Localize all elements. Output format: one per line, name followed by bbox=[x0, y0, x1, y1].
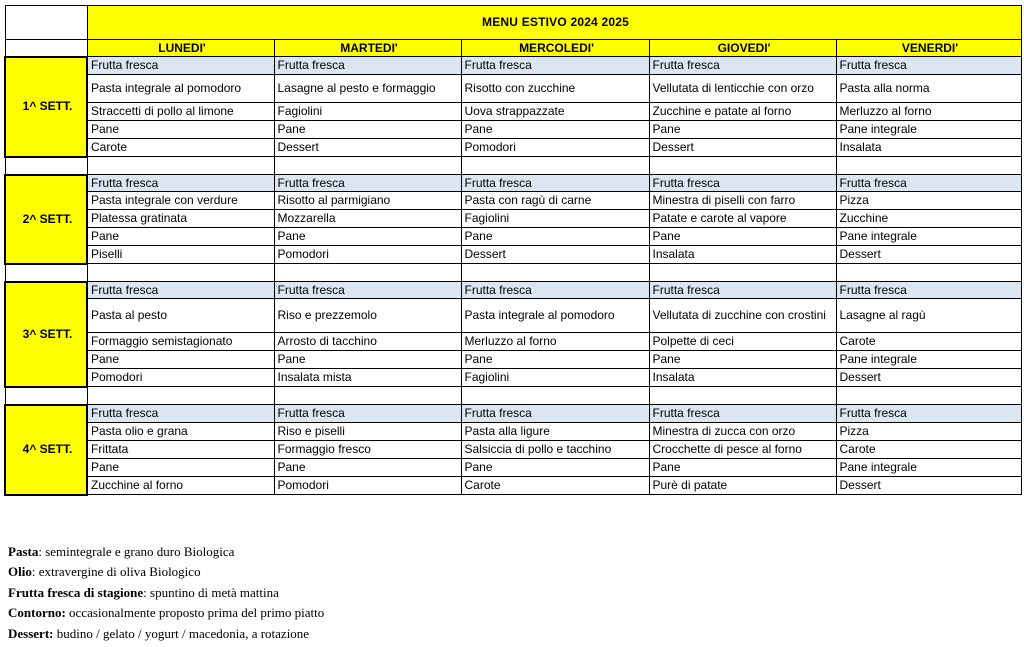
menu-cell: Pane bbox=[461, 459, 649, 477]
menu-cell: Carote bbox=[836, 441, 1021, 459]
table-row bbox=[5, 423, 1021, 441]
table-row bbox=[5, 228, 1021, 246]
menu-cell: Merluzzo al forno bbox=[836, 103, 1021, 121]
table-row bbox=[5, 121, 1021, 139]
menu-cell: Carote bbox=[836, 333, 1021, 351]
spacer-cell bbox=[5, 264, 87, 282]
menu-cell: Pane bbox=[649, 121, 836, 139]
menu-cell: Pasta con ragù di carne bbox=[461, 192, 649, 210]
fruit-cell: Frutta fresca bbox=[274, 282, 461, 299]
menu-cell: Pizza bbox=[836, 192, 1021, 210]
menu-cell: Pane bbox=[87, 459, 274, 477]
legend-text: : spuntino di metà mattina bbox=[143, 584, 279, 600]
menu-cell: Pane bbox=[87, 121, 274, 139]
menu-cell: Pasta olio e grana bbox=[87, 423, 274, 441]
spacer-cell bbox=[649, 264, 836, 282]
week-label: 3^ SETT. bbox=[5, 282, 87, 387]
fruit-cell: Frutta fresca bbox=[87, 405, 274, 423]
day-header-mercoledi: MERCOLEDI' bbox=[461, 40, 649, 57]
menu-cell: Pane integrale bbox=[836, 459, 1021, 477]
legend-term: Pasta bbox=[8, 544, 39, 559]
legend bbox=[8, 542, 324, 644]
week-label: 2^ SETT. bbox=[5, 175, 87, 264]
table-row bbox=[5, 369, 1021, 387]
menu-cell: Pane bbox=[461, 121, 649, 139]
menu-cell: Lasagne al pesto e formaggio bbox=[274, 75, 461, 103]
corner-cell bbox=[5, 40, 87, 57]
spacer-cell bbox=[649, 387, 836, 405]
spacer-cell bbox=[461, 157, 649, 175]
day-header-giovedi: GIOVEDI' bbox=[649, 40, 836, 57]
table-row bbox=[5, 333, 1021, 351]
menu-cell: Pane bbox=[274, 459, 461, 477]
table-row bbox=[5, 351, 1021, 369]
spacer-cell bbox=[274, 157, 461, 175]
table-row bbox=[5, 405, 1021, 423]
legend-text: : extravergine di oliva Biologico bbox=[31, 564, 201, 580]
menu-cell: Platessa gratinata bbox=[87, 210, 274, 228]
legend-term: Olio bbox=[8, 564, 32, 580]
week-spacer bbox=[5, 387, 1021, 405]
menu-cell: Pomodori bbox=[87, 369, 274, 387]
fruit-cell: Frutta fresca bbox=[87, 57, 274, 75]
menu-cell: Risotto al parmigiano bbox=[274, 192, 461, 210]
day-header-venerdi: VENERDI' bbox=[836, 40, 1021, 57]
menu-cell: Pizza bbox=[836, 423, 1021, 441]
menu-cell: Dessert bbox=[649, 139, 836, 157]
menu-cell: Pasta integrale con verdure bbox=[87, 192, 274, 210]
menu-cell: Polpette di ceci bbox=[649, 333, 836, 351]
menu-cell: Salsiccia di pollo e tacchino bbox=[461, 441, 649, 459]
menu-title: MENU ESTIVO 2024 2025 bbox=[87, 6, 1021, 40]
menu-cell: Pane integrale bbox=[836, 228, 1021, 246]
menu-cell: Pasta al pesto bbox=[87, 299, 274, 333]
legend-text: : semintegrale e grano duro Biologica bbox=[38, 544, 235, 559]
menu-cell: Dessert bbox=[836, 477, 1021, 495]
legend-term: Frutta fresca di stagione bbox=[8, 584, 144, 600]
fruit-cell: Frutta fresca bbox=[649, 175, 836, 192]
table-row bbox=[5, 103, 1021, 121]
menu-cell: Minestra di piselli con farro bbox=[649, 192, 836, 210]
spacer-cell bbox=[87, 264, 274, 282]
menu-cell: Fagiolini bbox=[274, 103, 461, 121]
week-spacer bbox=[5, 264, 1021, 282]
spacer-cell bbox=[836, 264, 1021, 282]
menu-cell: Uova strappazzate bbox=[461, 103, 649, 121]
menu-cell: Riso e prezzemolo bbox=[274, 299, 461, 333]
menu-cell: Pane bbox=[461, 351, 649, 369]
corner-cell bbox=[5, 6, 87, 40]
menu-cell: Pane bbox=[274, 351, 461, 369]
menu-cell: Pomodori bbox=[274, 246, 461, 264]
menu-cell: Insalata bbox=[649, 369, 836, 387]
menu-cell: Fagiolini bbox=[461, 369, 649, 387]
table-row bbox=[5, 246, 1021, 264]
day-header-martedi: MARTEDI' bbox=[274, 40, 461, 57]
fruit-cell: Frutta fresca bbox=[649, 57, 836, 75]
fruit-cell: Frutta fresca bbox=[649, 282, 836, 299]
menu-cell: Minestra di zucca con orzo bbox=[649, 423, 836, 441]
menu-cell: Formaggio fresco bbox=[274, 441, 461, 459]
menu-cell: Insalata mista bbox=[274, 369, 461, 387]
fruit-cell: Frutta fresca bbox=[274, 405, 461, 423]
table-row bbox=[5, 75, 1021, 103]
legend-line bbox=[8, 603, 324, 623]
fruit-cell: Frutta fresca bbox=[461, 405, 649, 423]
menu-cell: Pane bbox=[649, 351, 836, 369]
menu-cell: Lasagne al ragù bbox=[836, 299, 1021, 333]
legend-line bbox=[8, 583, 324, 603]
menu-cell: Zucchine e patate al forno bbox=[649, 103, 836, 121]
menu-cell: Pane integrale bbox=[836, 121, 1021, 139]
menu-cell: Pomodori bbox=[461, 139, 649, 157]
menu-cell: Pane bbox=[649, 228, 836, 246]
spacer-cell bbox=[461, 264, 649, 282]
fruit-cell: Frutta fresca bbox=[836, 175, 1021, 192]
week-spacer bbox=[5, 157, 1021, 175]
menu-cell: Insalata bbox=[836, 139, 1021, 157]
legend-line bbox=[8, 624, 324, 644]
menu-cell: Formaggio semistagionato bbox=[87, 333, 274, 351]
menu-cell: Pane bbox=[274, 228, 461, 246]
table-row bbox=[5, 477, 1021, 495]
legend-term: Contorno: bbox=[8, 605, 66, 621]
menu-cell: Dessert bbox=[836, 369, 1021, 387]
menu-cell: Frittata bbox=[87, 441, 274, 459]
week-label: 1^ SETT. bbox=[5, 57, 87, 157]
table-row bbox=[5, 139, 1021, 157]
menu-cell: Carote bbox=[87, 139, 274, 157]
spacer-cell bbox=[836, 157, 1021, 175]
menu-cell: Zucchine al forno bbox=[87, 477, 274, 495]
menu-cell: Fagiolini bbox=[461, 210, 649, 228]
table-row bbox=[5, 299, 1021, 333]
fruit-cell: Frutta fresca bbox=[87, 282, 274, 299]
fruit-cell: Frutta fresca bbox=[274, 57, 461, 75]
fruit-cell: Frutta fresca bbox=[274, 175, 461, 192]
spacer-cell bbox=[5, 157, 87, 175]
menu-cell: Vellutata di lenticchie con orzo bbox=[649, 75, 836, 103]
legend-term: Dessert: bbox=[8, 625, 54, 641]
menu-cell: Patate e carote al vapore bbox=[649, 210, 836, 228]
week-label: 4^ SETT. bbox=[5, 405, 87, 495]
spacer-cell bbox=[87, 157, 274, 175]
menu-cell: Carote bbox=[461, 477, 649, 495]
spacer-cell bbox=[87, 387, 274, 405]
table-row bbox=[5, 57, 1021, 75]
menu-cell: Pasta integrale al pomodoro bbox=[87, 75, 274, 103]
table-row bbox=[5, 441, 1021, 459]
table-row bbox=[5, 175, 1021, 192]
menu-cell: Riso e piselli bbox=[274, 423, 461, 441]
table-row bbox=[5, 282, 1021, 299]
fruit-cell: Frutta fresca bbox=[649, 405, 836, 423]
table-row bbox=[5, 459, 1021, 477]
fruit-cell: Frutta fresca bbox=[836, 405, 1021, 423]
menu-cell: Pane bbox=[274, 121, 461, 139]
day-header-lunedi: LUNEDI' bbox=[87, 40, 274, 57]
menu-table bbox=[4, 5, 1022, 496]
fruit-cell: Frutta fresca bbox=[836, 282, 1021, 299]
menu-cell: Pasta alla ligure bbox=[461, 423, 649, 441]
menu-cell: Pomodori bbox=[274, 477, 461, 495]
menu-cell: Dessert bbox=[461, 246, 649, 264]
spacer-cell bbox=[5, 387, 87, 405]
spacer-cell bbox=[274, 387, 461, 405]
menu-cell: Merluzzo al forno bbox=[461, 333, 649, 351]
fruit-cell: Frutta fresca bbox=[461, 282, 649, 299]
menu-cell: Dessert bbox=[836, 246, 1021, 264]
menu-cell: Straccetti di pollo al limone bbox=[87, 103, 274, 121]
spacer-cell bbox=[461, 387, 649, 405]
menu-cell: Mozzarella bbox=[274, 210, 461, 228]
menu-cell: Pasta integrale al pomodoro bbox=[461, 299, 649, 333]
table-row bbox=[5, 192, 1021, 210]
menu-cell: Pane bbox=[461, 228, 649, 246]
menu-cell: Pane bbox=[649, 459, 836, 477]
menu-cell: Arrosto di tacchino bbox=[274, 333, 461, 351]
spacer-cell bbox=[649, 157, 836, 175]
legend-line bbox=[8, 562, 324, 582]
menu-cell: Zucchine bbox=[836, 210, 1021, 228]
menu-cell: Pasta alla norma bbox=[836, 75, 1021, 103]
menu-cell: Risotto con zucchine bbox=[461, 75, 649, 103]
menu-cell: Purè di patate bbox=[649, 477, 836, 495]
fruit-cell: Frutta fresca bbox=[836, 57, 1021, 75]
menu-cell: Pane bbox=[87, 228, 274, 246]
menu-cell: Vellutata di zucchine con crostini bbox=[649, 299, 836, 333]
menu-cell: Pane bbox=[87, 351, 274, 369]
menu-cell: Insalata bbox=[649, 246, 836, 264]
fruit-cell: Frutta fresca bbox=[461, 175, 649, 192]
spacer-cell bbox=[836, 387, 1021, 405]
menu-cell: Piselli bbox=[87, 246, 274, 264]
menu-cell: Crocchette di pesce al forno bbox=[649, 441, 836, 459]
legend-text: budino / gelato / yogurt / macedonia, a rotazione bbox=[53, 625, 310, 641]
menu-cell: Pane integrale bbox=[836, 351, 1021, 369]
fruit-cell: Frutta fresca bbox=[461, 57, 649, 75]
legend-line bbox=[8, 542, 324, 562]
table-row bbox=[5, 210, 1021, 228]
menu-cell: Dessert bbox=[274, 139, 461, 157]
legend-text: occasionalmente proposto prima del primo piatto bbox=[65, 605, 325, 621]
spacer-cell bbox=[274, 264, 461, 282]
fruit-cell: Frutta fresca bbox=[87, 175, 274, 192]
